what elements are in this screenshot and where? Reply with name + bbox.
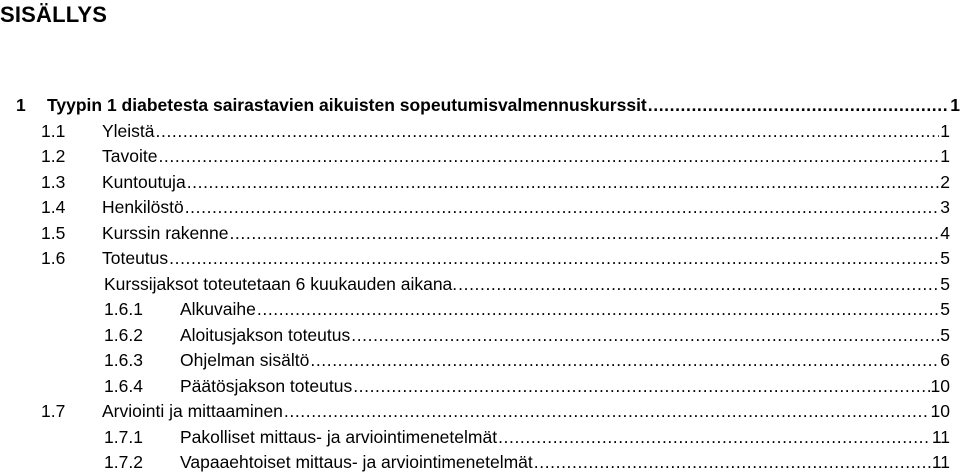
toc-entry-1-4[interactable] <box>0 195 960 221</box>
toc-page-number: 1 <box>939 144 950 170</box>
toc-leader <box>498 425 931 451</box>
toc-number: 1.6.1 <box>104 299 143 319</box>
toc-leader <box>185 195 940 221</box>
toc-entry-1-5[interactable] <box>0 221 960 247</box>
toc-number: 1.7 <box>41 401 66 421</box>
toc-number: 1.7.1 <box>104 426 143 447</box>
toc-page-number: 11 <box>931 425 950 451</box>
toc-entry-1-6-3[interactable] <box>0 348 960 374</box>
toc-entry-1-2[interactable] <box>0 144 960 170</box>
table-of-contents <box>0 93 960 476</box>
toc-number: 1.3 <box>41 171 66 192</box>
toc-page-number: 5 <box>939 246 950 272</box>
toc-title: Yleistä <box>102 119 156 145</box>
toc-leader <box>353 374 929 400</box>
toc-title: Päätösjakson toteutus <box>180 374 353 400</box>
toc-number: 1.5 <box>41 222 66 243</box>
toc-page-number: 5 <box>939 297 950 323</box>
toc-leader <box>169 246 939 272</box>
toc-title: Toteutus <box>102 246 169 272</box>
toc-title: Tyypin 1 diabetesta sairastavien aikuisten sopeutumisvalmennuskurssit <box>47 93 648 119</box>
toc-leader <box>534 450 931 476</box>
toc-page-number: 5 <box>939 323 950 349</box>
toc-page-number: 10 <box>930 399 950 425</box>
page-title: SISÄLLYS <box>0 2 108 27</box>
toc-number: 1.6.4 <box>104 375 143 396</box>
toc-leader <box>257 297 939 323</box>
toc-entry-1-6-2[interactable] <box>0 323 960 349</box>
toc-page-number: 1 <box>939 119 950 145</box>
toc-title: Vapaaehtoiset mittaus- ja arviointimenetelmät <box>180 450 534 476</box>
toc-page-number: 4 <box>939 221 950 247</box>
toc-number: 1.1 <box>41 120 66 141</box>
toc-number: 1.4 <box>41 197 66 217</box>
toc-page-number: 5 <box>939 272 950 298</box>
toc-page-number: 6 <box>939 348 950 374</box>
toc-title: Kurssijaksot toteutetaan 6 kuukauden aikana. <box>104 272 458 298</box>
toc-page-number: 1 <box>949 93 960 119</box>
toc-number: 1.7.2 <box>104 452 143 472</box>
toc-number: 1.6 <box>41 248 66 268</box>
toc-leader <box>458 272 939 298</box>
toc-leader <box>229 221 939 247</box>
toc-page-number: 10 <box>930 374 950 400</box>
toc-entry-1-7[interactable] <box>0 399 960 425</box>
toc-title: Henkilöstö <box>102 195 185 221</box>
toc-entry-1-3[interactable] <box>0 170 960 196</box>
toc-entry-1-7-2[interactable] <box>0 450 960 476</box>
toc-entry-1-6[interactable] <box>0 246 960 272</box>
toc-title: Aloitusjakson toteutus <box>180 323 351 349</box>
toc-title: Kurssin rakenne <box>102 221 229 247</box>
toc-title: Ohjelman sisältö <box>180 348 310 374</box>
toc-page-number: 2 <box>939 170 950 196</box>
toc-entry-1[interactable] <box>0 93 960 119</box>
toc-number: 1 <box>16 95 26 115</box>
toc-number: 1.6.2 <box>104 324 143 345</box>
toc-title: Tavoite <box>102 144 158 170</box>
toc-page-number: 3 <box>939 195 950 221</box>
toc-title: Arviointi ja mittaaminen <box>102 399 284 425</box>
toc-entry-1-6-4[interactable] <box>0 374 960 400</box>
toc-number: 1.2 <box>41 146 66 166</box>
toc-entry-kurssijaksot[interactable] <box>0 272 960 298</box>
toc-leader <box>648 93 950 119</box>
toc-leader <box>351 323 939 349</box>
toc-leader <box>156 119 940 145</box>
toc-leader <box>187 170 940 196</box>
toc-title: Alkuvaihe <box>180 297 257 323</box>
toc-title: Pakolliset mittaus- ja arviointimenetelmät <box>180 425 498 451</box>
toc-entry-1-7-1[interactable] <box>0 425 960 451</box>
toc-number: 1.6.3 <box>104 350 143 370</box>
toc-leader <box>310 348 939 374</box>
toc-leader <box>284 399 930 425</box>
toc-entry-1-1[interactable] <box>0 119 960 145</box>
toc-leader <box>158 144 939 170</box>
toc-page-number: 11 <box>931 450 950 476</box>
toc-entry-1-6-1[interactable] <box>0 297 960 323</box>
toc-title: Kuntoutuja <box>102 170 187 196</box>
